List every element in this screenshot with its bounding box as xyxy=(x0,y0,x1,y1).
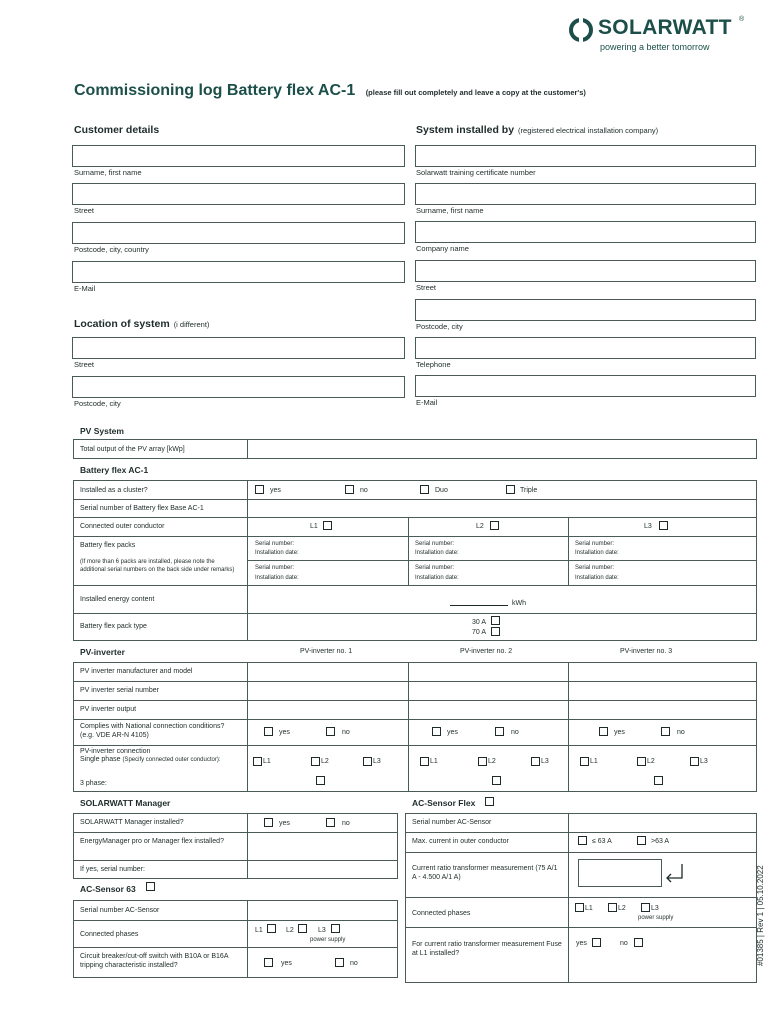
manager-serial-label: If yes, serial number: xyxy=(80,866,145,873)
system-surname-label: Surname, first name xyxy=(416,206,484,215)
inv1-l1-checkbox[interactable] xyxy=(253,757,262,766)
inv1-l2-checkbox[interactable] xyxy=(311,757,320,766)
max-current-label: Max. current in outer conductor xyxy=(412,838,509,845)
complies-2-no-checkbox[interactable] xyxy=(495,727,504,736)
inv2-l2-label: L2 xyxy=(488,758,496,765)
pack-serial-1: Serial number: xyxy=(255,541,295,547)
manager-no-label: no xyxy=(342,820,350,827)
inv2-l3-label: L3 xyxy=(541,758,549,765)
sensorflex-phases-label: Connected phases xyxy=(412,910,471,917)
brand-tagline: powering a better tomorrow xyxy=(600,42,710,52)
inv1-l3-checkbox[interactable] xyxy=(363,757,372,766)
sensor63-serial-label: Serial number AC-Sensor xyxy=(80,907,160,914)
breaker-label: Circuit breaker/cut-off switch with B10A or B16A tripping characteristic installed? xyxy=(80,953,229,970)
sensorflex-l1-label: L1 xyxy=(585,905,593,912)
logo xyxy=(568,16,748,56)
inv2-3phase-checkbox[interactable] xyxy=(492,776,501,785)
pack-serial-6: Serial number: xyxy=(575,565,615,571)
sensorflex-heading-checkbox[interactable] xyxy=(485,797,494,806)
inv1-l2-label: L2 xyxy=(321,758,329,765)
system-cert-field[interactable] xyxy=(415,145,756,167)
location-heading: Location of system (i different) xyxy=(74,318,210,330)
inverter-complies-label: Complies with National connection conditions? (e.g. VDE AR-N 4105) xyxy=(80,723,225,739)
sensorflex-l3-checkbox[interactable] xyxy=(641,903,650,912)
inverter-col3: PV-inverter no. 3 xyxy=(620,648,673,655)
sensor63-l2-checkbox[interactable] xyxy=(298,924,307,933)
complies-1-no-checkbox[interactable] xyxy=(326,727,335,736)
sensor63-l1-checkbox[interactable] xyxy=(267,924,276,933)
outer-conductor-label: Connected outer conductor xyxy=(80,523,165,530)
system-surname-field[interactable] xyxy=(415,183,756,205)
document-revision: #01385 | Rev 1 | 05.10.2022 xyxy=(756,865,765,966)
brand-name: SOLARWATT xyxy=(598,16,732,39)
pack-type-label: Battery flex pack type xyxy=(80,623,147,630)
fuse-label: For current ratio transformer measurement Fuse at L1 installed? xyxy=(412,941,562,958)
inv2-l1-checkbox[interactable] xyxy=(420,757,429,766)
sensorflex-l2-label: L2 xyxy=(618,905,626,912)
sensor63-heading: AC-Sensor 63 xyxy=(80,884,136,894)
conductor-l3-checkbox[interactable] xyxy=(659,521,668,530)
sensorflex-power-supply: power supply xyxy=(638,915,674,921)
title-main: Commissioning log Battery flex AC-1 xyxy=(74,82,356,99)
sensor63-heading-checkbox[interactable] xyxy=(146,882,155,891)
ratio-label: Current ratio transformer measurement (75 A/1 A - 4.500 A/1 A) xyxy=(412,865,558,882)
system-street-field[interactable] xyxy=(415,260,756,282)
system-postcode-field[interactable] xyxy=(415,299,756,321)
complies-3-no-label: no xyxy=(677,729,685,736)
system-telephone-label: Telephone xyxy=(416,360,451,369)
pack-date-2: Installation date: xyxy=(415,550,459,556)
inverter-col2: PV-inverter no. 2 xyxy=(460,648,513,655)
fuse-no-checkbox[interactable] xyxy=(634,938,643,947)
inv1-3phase-checkbox[interactable] xyxy=(316,776,325,785)
inv3-l2-label: L2 xyxy=(647,758,655,765)
location-street-label: Street xyxy=(74,360,95,369)
pv-system-heading: PV System xyxy=(80,426,124,436)
fuse-yes-label: yes xyxy=(576,940,587,947)
pack-serial-3: Serial number: xyxy=(575,541,615,547)
cluster-no-label: no xyxy=(360,487,368,494)
cluster-triple-checkbox[interactable] xyxy=(506,485,515,494)
complies-1-yes-checkbox[interactable] xyxy=(264,727,273,736)
energy-content-label: Installed energy content xyxy=(80,596,155,603)
cluster-yes-label: yes xyxy=(270,487,281,494)
pack-type-30a-checkbox[interactable] xyxy=(491,616,500,625)
max-current-gt63-label: >63 A xyxy=(651,838,670,845)
packs-note: (If more than 6 packs are installed, please note the additional serial numbers on the back side under remarks) xyxy=(80,559,235,573)
system-company-label: Company name xyxy=(416,244,469,253)
sensor63-l2-label: L2 xyxy=(286,927,294,934)
sensor63-l3-checkbox[interactable] xyxy=(331,924,340,933)
inverter-serial-label: PV inverter serial number xyxy=(80,687,159,694)
connection-label: PV-inverter connection xyxy=(80,748,151,755)
customer-surname-field[interactable] xyxy=(72,145,405,167)
inv2-l3-checkbox[interactable] xyxy=(531,757,540,766)
conductor-l2-checkbox[interactable] xyxy=(490,521,499,530)
serial-base-label: Serial number of Battery flex Base AC-1 xyxy=(80,505,204,512)
complies-1-no-label: no xyxy=(342,729,350,736)
sensorflex-serial-label: Serial number AC-Sensor xyxy=(412,819,492,826)
sensor63-l3-label: L3 xyxy=(318,927,326,934)
manager-no-checkbox[interactable] xyxy=(326,818,335,827)
system-street-label: Street xyxy=(416,283,437,292)
customer-postcode-label: Postcode, city, country xyxy=(74,245,149,254)
cluster-triple-label: Triple xyxy=(520,487,538,494)
system-telephone-field[interactable] xyxy=(415,337,756,359)
inverter-heading: PV-inverter xyxy=(80,647,125,657)
page-title xyxy=(74,82,586,100)
max-current-le63-label: ≤ 63 A xyxy=(592,838,612,845)
pack-serial-2: Serial number: xyxy=(415,541,455,547)
customer-email-field[interactable] xyxy=(72,261,405,283)
system-email-field[interactable] xyxy=(415,375,756,397)
conductor-l1-label: L1 xyxy=(310,523,318,530)
three-phase-label: 3 phase: xyxy=(80,780,107,787)
customer-email-label: E-Mail xyxy=(74,284,96,293)
inv3-l2-checkbox[interactable] xyxy=(637,757,646,766)
pack-date-4: Installation date: xyxy=(255,575,299,581)
cluster-no-checkbox[interactable] xyxy=(345,485,354,494)
sensorflex-l3-label: L3 xyxy=(651,905,659,912)
fuse-yes-checkbox[interactable] xyxy=(592,938,601,947)
sensor63-l1-label: L1 xyxy=(255,927,263,934)
customer-street-label: Street xyxy=(74,206,95,215)
complies-2-yes-checkbox[interactable] xyxy=(432,727,441,736)
solarwatt-logo-icon xyxy=(568,17,594,43)
cluster-duo-checkbox[interactable] xyxy=(420,485,429,494)
sensorflex-l2-checkbox[interactable] xyxy=(608,903,617,912)
inv3-l1-checkbox[interactable] xyxy=(580,757,589,766)
max-current-le63-checkbox[interactable] xyxy=(578,836,587,845)
pv-total-output-text: Total output of the PV array [kWp] xyxy=(80,446,185,453)
pack-date-6: Installation date: xyxy=(575,575,619,581)
inv2-l2-checkbox[interactable] xyxy=(478,757,487,766)
pack-date-3: Installation date: xyxy=(575,550,619,556)
system-heading: System installed by (registered electrical installation company) xyxy=(416,124,659,136)
cluster-label: Installed as a cluster? xyxy=(80,487,148,494)
breaker-no-label: no xyxy=(350,960,358,967)
complies-3-yes-label: yes xyxy=(614,729,625,736)
pv-total-output-field[interactable] xyxy=(247,439,757,459)
inv3-3phase-checkbox[interactable] xyxy=(654,776,663,785)
inv3-l1-label: L1 xyxy=(590,758,598,765)
pack-date-1: Installation date: xyxy=(255,550,299,556)
system-email-label: E-Mail xyxy=(416,398,438,407)
inverter-manufacturer-label: PV inverter manufacturer and model xyxy=(80,668,193,675)
conductor-l1-checkbox[interactable] xyxy=(323,521,332,530)
energy-manager-label: EnergyManager pro or Manager flex installed? xyxy=(80,838,224,845)
battery-heading: Battery flex AC-1 xyxy=(80,465,149,475)
system-company-field[interactable] xyxy=(415,221,756,243)
packs-label: Battery flex packs xyxy=(80,542,136,549)
complies-2-no-label: no xyxy=(511,729,519,736)
max-current-gt63-checkbox[interactable] xyxy=(637,836,646,845)
sensor63-phases-label: Connected phases xyxy=(80,931,139,938)
inv3-l3-label: L3 xyxy=(700,758,708,765)
complies-1-yes-label: yes xyxy=(279,729,290,736)
sensor63-power-supply: power supply xyxy=(310,937,346,943)
manager-installed-label: SOLARWATT Manager installed? xyxy=(80,819,184,826)
system-cert-label: Solarwatt training certificate number xyxy=(416,168,536,177)
customer-heading: Customer details xyxy=(74,124,160,136)
customer-postcode-field[interactable] xyxy=(72,222,405,244)
complies-3-no-checkbox[interactable] xyxy=(661,727,670,736)
sensorflex-l1-checkbox[interactable] xyxy=(575,903,584,912)
conductor-l3-label: L3 xyxy=(644,523,652,530)
inverter-col1: PV-inverter no. 1 xyxy=(300,648,353,655)
pack-type-70a-checkbox[interactable] xyxy=(491,627,500,636)
customer-street-field[interactable] xyxy=(72,183,405,205)
brand-registered: ® xyxy=(739,16,745,23)
pack-date-5: Installation date: xyxy=(415,575,459,581)
cluster-yes-checkbox[interactable] xyxy=(255,485,264,494)
pack-type-30a-label: 30 A xyxy=(472,619,487,626)
manager-yes-checkbox[interactable] xyxy=(264,818,273,827)
manager-heading: SOLARWATT Manager xyxy=(80,798,171,808)
pack-type-70a-label: 70 A xyxy=(472,629,487,636)
complies-3-yes-checkbox[interactable] xyxy=(599,727,608,736)
breaker-yes-checkbox[interactable] xyxy=(264,958,273,967)
cluster-duo-label: Duo xyxy=(435,487,448,494)
pack-serial-5: Serial number: xyxy=(415,565,455,571)
inv1-l3-label: L3 xyxy=(373,758,381,765)
energy-kwh-label: kWh xyxy=(512,600,526,607)
conductor-l2-label: L2 xyxy=(476,523,484,530)
inverter-output-label: PV inverter output xyxy=(80,706,137,713)
location-street-field[interactable] xyxy=(72,337,405,359)
customer-surname-label: Surname, first name xyxy=(74,168,142,177)
inv1-l1-label: L1 xyxy=(263,758,271,765)
manager-yes-label: yes xyxy=(279,820,290,827)
title-note: (please fill out completely and leave a copy at the customer's) xyxy=(365,88,586,97)
system-postcode-label: Postcode, city xyxy=(416,322,463,331)
location-postcode-field[interactable] xyxy=(72,376,405,398)
fuse-no-label: no xyxy=(620,940,628,947)
location-postcode-label: Postcode, city xyxy=(74,399,121,408)
energy-content-line[interactable] xyxy=(450,605,508,606)
sensorflex-heading: AC-Sensor Flex xyxy=(412,798,476,808)
return-arrow-icon xyxy=(662,862,686,886)
single-phase-label: Single phase (Specify connected outer conductor): xyxy=(80,756,221,763)
breaker-no-checkbox[interactable] xyxy=(335,958,344,967)
inv2-l1-label: L1 xyxy=(430,758,438,765)
complies-2-yes-label: yes xyxy=(447,729,458,736)
breaker-yes-label: yes xyxy=(281,960,292,967)
pack-serial-4: Serial number: xyxy=(255,565,295,571)
inv3-l3-checkbox[interactable] xyxy=(690,757,699,766)
ratio-input-field[interactable] xyxy=(578,859,662,887)
